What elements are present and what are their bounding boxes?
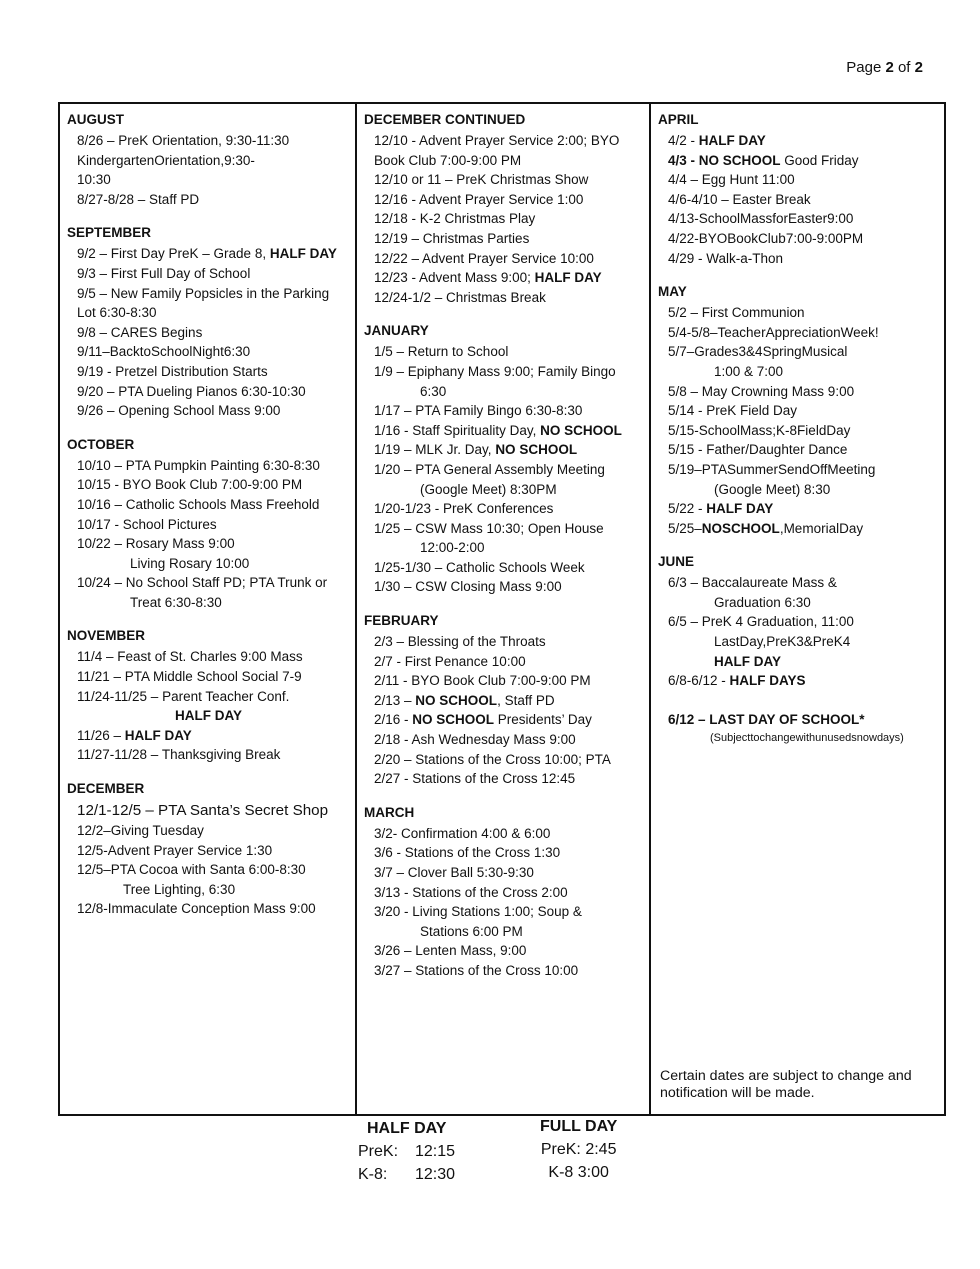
entry-text: 10/15 - BYO Book Club 7:00-9:00 PM bbox=[77, 477, 303, 493]
entry-text: 9/26 – Opening School Mass 9:00 bbox=[77, 403, 281, 419]
entry-text: 8/26 – PreK Orientation, 9:30-11:30 bbox=[77, 133, 290, 148]
entry-text: 1/17 – PTA Family Bingo 6:30-8:30 bbox=[374, 403, 583, 419]
entry-emphasis: HALF DAY bbox=[175, 708, 243, 724]
entry-text: 5/2 – First Communion bbox=[668, 305, 805, 321]
month-heading: JANUARY bbox=[364, 323, 429, 339]
entry-text: 3/27 – Stations of the Cross 10:00 bbox=[374, 962, 579, 978]
entry-emphasis: HALF DAY bbox=[706, 501, 774, 517]
entry-text: Graduation 6:30 bbox=[714, 594, 811, 610]
calendar-entry bbox=[668, 612, 944, 632]
entry-text: 4/6-4/10 – Easter Break bbox=[668, 191, 811, 207]
calendar-entry bbox=[668, 421, 944, 441]
full-day-title: FULL DAY bbox=[540, 1118, 618, 1135]
month-heading: DECEMBER CONTINUED bbox=[364, 112, 526, 127]
entry-emphasis: NO SCHOOL bbox=[540, 422, 622, 438]
entry-text: 3/26 – Lenten Mass, 9:00 bbox=[374, 943, 527, 959]
calendar-entry bbox=[374, 863, 649, 883]
entry-text: 12/1-12/5 – PTA Santa’s Secret Shop bbox=[77, 802, 329, 820]
entry-text: Tree Lighting, 6:30 bbox=[123, 881, 236, 897]
calendar-entry bbox=[77, 800, 355, 821]
calendar-entry bbox=[77, 726, 355, 746]
calendar-entry bbox=[77, 515, 355, 535]
calendar-entry bbox=[77, 382, 355, 402]
calendar-entry bbox=[668, 303, 944, 323]
entry-text: Living Rosary 10:00 bbox=[130, 555, 250, 571]
calendar-entry bbox=[77, 841, 355, 861]
entry-text: 11/4 – Feast of St. Charles 9:00 Mass bbox=[77, 649, 303, 665]
entry-text: 3/7 – Clover Ball 5:30-9:30 bbox=[374, 865, 534, 880]
entry-text: 5/19–PTASummerSendOffMeeting bbox=[668, 461, 876, 477]
entry-text: 3/20 - Living Stations 1:00; Soup & bbox=[374, 904, 582, 920]
entry-text: Book Club 7:00-9:00 PM bbox=[374, 152, 522, 168]
entry-text: 9/2 – First Day PreK – Grade 8, bbox=[77, 246, 270, 262]
calendar-entry bbox=[668, 190, 944, 210]
entry-text: 3/2- Confirmation 4:00 & 6:00 bbox=[374, 825, 551, 841]
calendar-column-3 bbox=[651, 104, 944, 1114]
calendar-entry bbox=[668, 519, 944, 539]
calendar-entry bbox=[77, 745, 355, 765]
entry-text: 1/5 – Return to School bbox=[374, 344, 509, 360]
entry-text: 9/3 – First Full Day of School bbox=[77, 265, 251, 281]
page-label: Page bbox=[846, 59, 886, 76]
entry-text: 11/24-11/25 – Parent Teacher Conf. bbox=[77, 688, 290, 704]
half-day-prek bbox=[358, 1140, 455, 1163]
entry-text: 12/5–PTA Cocoa with Santa 6:00-8:30 bbox=[77, 862, 306, 878]
entry-text: 5/7–Grades3&4SpringMusical bbox=[668, 344, 848, 360]
entry-text: 9/8 – CARES Begins bbox=[77, 324, 203, 340]
entry-text: Stations 6:00 PM bbox=[420, 923, 523, 939]
calendar-entry bbox=[77, 284, 355, 304]
page-total: 2 bbox=[914, 59, 923, 76]
page-current: 2 bbox=[885, 59, 894, 76]
entry-text: 10/16 – Catholic Schools Mass Freehold bbox=[77, 496, 320, 512]
calendar-entry bbox=[374, 268, 649, 288]
calendar-entry bbox=[668, 170, 944, 190]
month-section bbox=[651, 554, 944, 749]
entry-text: 3/13 - Stations of the Cross 2:00 bbox=[374, 884, 568, 900]
calendar-entry bbox=[374, 288, 649, 308]
entry-suffix: Presidents’ Day bbox=[494, 712, 592, 728]
entry-text: 6/5 – PreK 4 Graduation, 11:00 bbox=[668, 614, 854, 630]
month-heading: FEBRUARY bbox=[364, 613, 439, 629]
calendar-entry bbox=[374, 342, 649, 362]
entry-text: 5/15-SchoolMass;K-8FieldDay bbox=[668, 422, 851, 438]
entry-text: 10/22 – Rosary Mass 9:00 bbox=[77, 536, 235, 552]
calendar-table bbox=[58, 102, 946, 1116]
entry-text: 6/8-6/12 - bbox=[668, 673, 730, 689]
calendar-entry bbox=[77, 131, 355, 151]
half-day-k8-time: 12:30 bbox=[415, 1166, 456, 1183]
month-section bbox=[60, 225, 355, 420]
calendar-entry bbox=[374, 190, 649, 210]
calendar-entry bbox=[77, 362, 355, 382]
calendar-entry bbox=[374, 209, 649, 229]
month-section bbox=[357, 323, 649, 597]
entry-emphasis: HALF DAY bbox=[269, 246, 337, 262]
calendar-entry bbox=[374, 710, 649, 730]
calendar-entry bbox=[374, 902, 649, 922]
calendar-entry bbox=[374, 730, 649, 750]
entry-text: 4/22-BYOBookClub7:00-9:00PM bbox=[668, 230, 864, 246]
calendar-entry bbox=[374, 421, 649, 441]
month-heading: OCTOBER bbox=[67, 436, 135, 452]
calendar-entry bbox=[420, 480, 649, 500]
month-heading: AUGUST bbox=[67, 112, 124, 127]
entry-text: 2/13 – bbox=[374, 692, 416, 708]
full-day-k8: K-8 3:00 bbox=[548, 1164, 609, 1181]
calendar-entry bbox=[77, 342, 355, 362]
calendar-entry bbox=[374, 883, 649, 903]
entry-text: 12/16 - Advent Prayer Service 1:00 bbox=[374, 191, 584, 207]
entry-emphasis: NO SCHOOL bbox=[412, 712, 495, 728]
full-day-prek: PreK: 2:45 bbox=[540, 1141, 617, 1158]
calendar-entry bbox=[374, 460, 649, 480]
calendar-column-2 bbox=[357, 104, 651, 1114]
calendar-entry bbox=[374, 131, 649, 151]
month-heading: NOVEMBER bbox=[67, 628, 146, 644]
entry-text: Treat 6:30-8:30 bbox=[130, 594, 222, 610]
calendar-entry bbox=[77, 170, 355, 190]
entry-text: 1/19 – MLK Jr. Day, bbox=[374, 442, 496, 458]
calendar-entry bbox=[77, 190, 355, 210]
entry-text: 9/19 - Pretzel Distribution Starts bbox=[77, 363, 268, 379]
calendar-entry bbox=[374, 961, 649, 981]
page-of: of bbox=[893, 59, 915, 76]
entry-text: 12:00-2:00 bbox=[420, 540, 485, 556]
calendar-entry bbox=[374, 170, 649, 190]
entry-emphasis: 6/12 – LAST DAY OF SCHOOL* bbox=[668, 711, 865, 727]
entry-text: (Subjecttochangewithunusedsnowdays) bbox=[710, 732, 904, 745]
month-heading: DECEMBER bbox=[67, 781, 145, 797]
entry-text: 1/20 – PTA General Assembly Meeting bbox=[374, 461, 605, 477]
entry-text: 6/3 – Baccalaureate Mass & bbox=[668, 575, 837, 591]
entry-text: 12/19 – Christmas Parties bbox=[374, 230, 530, 246]
calendar-entry bbox=[77, 323, 355, 343]
month-section bbox=[60, 112, 355, 209]
month-heading: JUNE bbox=[658, 554, 695, 570]
entry-text: 1/25 – CSW Mass 10:30; Open House bbox=[374, 520, 604, 536]
calendar-entry bbox=[374, 558, 649, 578]
calendar-entry bbox=[77, 821, 355, 841]
month-heading: MARCH bbox=[364, 804, 415, 820]
entry-text: 2/27 - Stations of the Cross 12:45 bbox=[374, 771, 576, 787]
entry-text: 10/24 – No School Staff PD; PTA Trunk or bbox=[77, 575, 328, 591]
calendar-entry bbox=[374, 824, 649, 844]
calendar-entry bbox=[130, 593, 355, 613]
calendar-entry bbox=[668, 209, 944, 229]
entry-text: 4/4 – Egg Hunt 11:00 bbox=[668, 172, 795, 188]
calendar-entry bbox=[77, 899, 355, 919]
entry-text: 12/18 - K-2 Christmas Play bbox=[374, 211, 536, 227]
calendar-entry bbox=[714, 480, 944, 500]
entry-text: KindergartenOrientation,9:30- bbox=[77, 152, 255, 168]
calendar-entry bbox=[668, 323, 944, 343]
calendar-entry bbox=[77, 687, 355, 707]
half-day-k8-label: K-8: bbox=[358, 1166, 388, 1183]
calendar-entry bbox=[77, 244, 355, 264]
entry-text: 8/27-8/28 – Staff PD bbox=[77, 191, 200, 207]
calendar-entry bbox=[714, 632, 944, 652]
month-section bbox=[357, 805, 649, 981]
calendar-entry bbox=[77, 534, 355, 554]
month-heading: SEPTEMBER bbox=[67, 225, 152, 241]
month-section bbox=[60, 437, 355, 613]
full-day-legend bbox=[540, 1115, 617, 1184]
calendar-entry bbox=[420, 538, 649, 558]
calendar-entry bbox=[374, 440, 649, 460]
calendar-entry bbox=[374, 362, 649, 382]
entry-text: 1/30 – CSW Closing Mass 9:00 bbox=[374, 579, 562, 595]
calendar-entry bbox=[714, 362, 944, 382]
entry-text: 5/22 - bbox=[668, 501, 707, 517]
entry-text: 5/8 – May Crowning Mass 9:00 bbox=[668, 383, 855, 399]
entry-text: 10:30 bbox=[77, 172, 111, 188]
disclaimer-line-1: Certain dates are subject to change and bbox=[660, 1068, 912, 1084]
calendar-entry bbox=[668, 573, 944, 593]
entry-text: 5/14 - PreK Field Day bbox=[668, 403, 798, 419]
calendar-entry bbox=[668, 710, 944, 730]
month-section bbox=[651, 112, 944, 268]
entry-text: 6:30 bbox=[420, 383, 447, 399]
month-section bbox=[60, 628, 355, 765]
calendar-entry bbox=[374, 249, 649, 269]
entry-text: LastDay,PreK3&PreK4 bbox=[714, 634, 851, 650]
entry-text: 1/20-1/23 - PreK Conferences bbox=[374, 501, 554, 517]
calendar-entry bbox=[668, 342, 944, 362]
calendar-entry bbox=[374, 750, 649, 770]
entry-text: Lot 6:30-8:30 bbox=[77, 305, 157, 321]
calendar-entry bbox=[77, 456, 355, 476]
calendar-entry bbox=[374, 769, 649, 789]
entry-emphasis: HALF DAY bbox=[124, 727, 192, 743]
entry-text: 12/24-1/2 – Christmas Break bbox=[374, 289, 546, 305]
page-number bbox=[846, 59, 923, 76]
entry-text: 1/16 - Staff Spirituality Day, bbox=[374, 422, 541, 438]
entry-text: (Google Meet) 8:30 bbox=[714, 481, 831, 497]
calendar-entry bbox=[77, 647, 355, 667]
month-section bbox=[357, 613, 649, 789]
calendar-entry bbox=[668, 131, 944, 151]
calendar-entry bbox=[668, 440, 944, 460]
month-heading: MAY bbox=[658, 284, 687, 300]
entry-text: 2/18 - Ash Wednesday Mass 9:00 bbox=[374, 732, 576, 748]
calendar-entry bbox=[710, 729, 944, 749]
half-day-title: HALF DAY bbox=[367, 1120, 447, 1137]
entry-text: 11/21 – PTA Middle School Social 7-9 bbox=[77, 669, 302, 685]
calendar-entry bbox=[668, 382, 944, 402]
calendar-entry bbox=[668, 151, 944, 171]
entry-text: 5/25– bbox=[668, 520, 702, 536]
calendar-entry bbox=[77, 667, 355, 687]
entry-text: 1/9 – Epiphany Mass 9:00; Family Bingo bbox=[374, 363, 616, 379]
entry-text: 11/27-11/28 – Thanksgiving Break bbox=[77, 747, 281, 763]
entry-suffix: ,MemorialDay bbox=[779, 520, 864, 536]
calendar-entry bbox=[668, 460, 944, 480]
calendar-entry bbox=[668, 499, 944, 519]
calendar-entry bbox=[420, 382, 649, 402]
entry-text: 2/11 - BYO Book Club 7:00-9:00 PM bbox=[374, 673, 591, 689]
calendar-entry bbox=[668, 671, 944, 691]
entry-text: 10/10 – PTA Pumpkin Painting 6:30-8:30 bbox=[77, 457, 320, 473]
calendar-entry bbox=[668, 401, 944, 421]
half-day-legend bbox=[358, 1117, 455, 1186]
entry-text: 12/10 - Advent Prayer Service 2:00; BYO bbox=[374, 133, 620, 148]
entry-emphasis: HALF DAY bbox=[534, 270, 602, 286]
calendar-entry bbox=[77, 303, 355, 323]
month-section bbox=[651, 284, 944, 538]
disclaimer-note bbox=[660, 1068, 952, 1102]
calendar-entry bbox=[714, 652, 944, 672]
calendar-entry bbox=[374, 652, 649, 672]
entry-text: 12/8-Immaculate Conception Mass 9:00 bbox=[77, 901, 316, 917]
calendar-entry bbox=[374, 401, 649, 421]
entry-text: 12/5-Advent Prayer Service 1:30 bbox=[77, 842, 273, 858]
calendar-entry bbox=[374, 671, 649, 691]
entry-text: 12/23 - Advent Mass 9:00; bbox=[374, 270, 535, 286]
calendar-entry bbox=[77, 401, 355, 421]
entry-text: 4/13-SchoolMassforEaster9:00 bbox=[668, 211, 854, 227]
calendar-entry bbox=[374, 843, 649, 863]
entry-text: 3/6 - Stations of the Cross 1:30 bbox=[374, 845, 561, 861]
entry-text: 9/5 – New Family Popsicles in the Parking bbox=[77, 285, 330, 301]
entry-text: 12/10 or 11 – PreK Christmas Show bbox=[374, 172, 589, 188]
calendar-column-1 bbox=[60, 104, 357, 1114]
entry-emphasis: 4/3 - NO SCHOOL bbox=[668, 152, 781, 168]
entry-emphasis: HALF DAY bbox=[698, 133, 766, 148]
entry-text: 1:00 & 7:00 bbox=[714, 363, 784, 379]
month-heading: APRIL bbox=[658, 112, 699, 127]
calendar-entry bbox=[123, 880, 355, 900]
calendar-entry bbox=[374, 151, 649, 171]
calendar-entry bbox=[77, 475, 355, 495]
calendar-entry bbox=[130, 554, 355, 574]
calendar-entry bbox=[374, 577, 649, 597]
entry-emphasis: NOSCHOOL bbox=[701, 520, 780, 536]
calendar-entry bbox=[374, 941, 649, 961]
calendar-entry bbox=[668, 229, 944, 249]
entry-text: 12/22 – Advent Prayer Service 10:00 bbox=[374, 250, 594, 266]
calendar-entry bbox=[77, 495, 355, 515]
entry-text: 2/7 - First Penance 10:00 bbox=[374, 653, 526, 669]
entry-text: 11/26 – bbox=[77, 727, 125, 743]
month-section bbox=[60, 781, 355, 919]
entry-emphasis: HALF DAYS bbox=[729, 673, 806, 689]
entry-emphasis: NO SCHOOL bbox=[495, 442, 578, 458]
entry-suffix: Good Friday bbox=[780, 152, 859, 168]
calendar-entry bbox=[714, 593, 944, 613]
entry-text: 9/20 – PTA Dueling Pianos 6:30-10:30 bbox=[77, 383, 306, 399]
entry-text: 9/11–BacktoSchoolNight6:30 bbox=[77, 344, 251, 360]
entry-text: 12/2–Giving Tuesday bbox=[77, 823, 204, 839]
calendar-entry bbox=[420, 922, 649, 942]
entry-suffix: , Staff PD bbox=[497, 692, 555, 708]
half-day-prek-time: 12:15 bbox=[415, 1143, 456, 1160]
entry-text: 4/29 - Walk-a-Thon bbox=[668, 250, 784, 266]
half-day-k8 bbox=[358, 1163, 455, 1186]
calendar-entry bbox=[77, 860, 355, 880]
entry-emphasis: HALF DAY bbox=[714, 653, 782, 669]
half-day-prek-label: PreK: bbox=[358, 1143, 399, 1160]
entry-text: 5/15 - Father/Daughter Dance bbox=[668, 442, 848, 458]
calendar-entry bbox=[374, 229, 649, 249]
calendar-entry bbox=[668, 249, 944, 269]
calendar-entry bbox=[77, 151, 355, 171]
calendar-entry bbox=[374, 632, 649, 652]
calendar-entry bbox=[668, 691, 944, 710]
calendar-entry bbox=[77, 264, 355, 284]
entry-text: (Google Meet) 8:30PM bbox=[420, 481, 557, 497]
entry-text: 2/16 - bbox=[374, 712, 413, 728]
calendar-entry bbox=[374, 519, 649, 539]
entry-text: 5/4-5/8–TeacherAppreciationWeek! bbox=[668, 324, 879, 340]
entry-emphasis: NO SCHOOL bbox=[415, 692, 498, 708]
calendar-entry bbox=[374, 499, 649, 519]
disclaimer-line-2: notification will be made. bbox=[660, 1085, 815, 1101]
month-section bbox=[357, 112, 649, 307]
calendar-entry bbox=[175, 706, 355, 726]
entry-text: 2/20 – Stations of the Cross 10:00; PTA bbox=[374, 751, 611, 767]
entry-text: 2/3 – Blessing of the Throats bbox=[374, 634, 546, 650]
entry-text: 1/25-1/30 – Catholic Schools Week bbox=[374, 559, 585, 575]
entry-text: 4/2 - bbox=[668, 133, 699, 148]
entry-text: 10/17 - School Pictures bbox=[77, 516, 217, 532]
calendar-entry bbox=[374, 691, 649, 711]
calendar-entry bbox=[77, 573, 355, 593]
